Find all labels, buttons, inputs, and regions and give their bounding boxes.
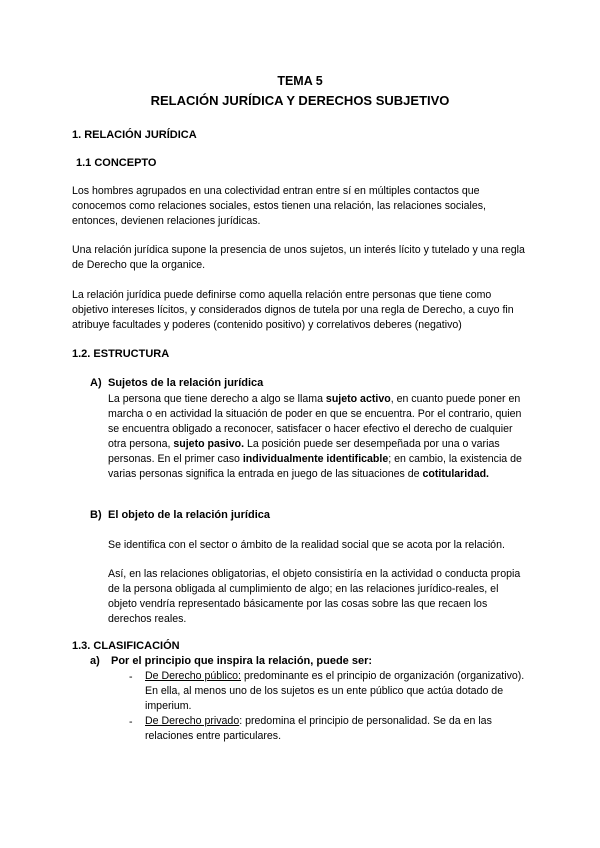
subjects-paragraph: La persona que tiene derecho a algo se llama sujeto activo, en cuanto puede poner en marcha o en actividad la situación de poder en que se encuentra. Por el contrario, quien se encuentra obligado a reconocer, satisfacer o hacer efectivo el derecho de cualquier otra persona, sujeto pasivo. La posición puede ser desempeñada por una o varias personas. En el primer caso individualmente identificable; en cambio, la existencia de varias personas significa la entrada en juego de las situaciones de cotitularidad. [108, 393, 522, 480]
list-label-b: B) [90, 509, 102, 521]
private-law-item: De Derecho privado: predomina el principio de personalidad. Se da en las relaciones entre particulares. [145, 715, 492, 742]
public-law-item: De Derecho público: predominante es el principio de organización (organizativo). En ella, al menos uno de los sujetos es un ente público que actúa dotado de imperium. [145, 670, 525, 712]
list-label-a-lower: a) [90, 655, 100, 667]
object-paragraph-2: Así, en las relaciones obligatorias, el objeto consistiría en la actividad o conducta propia de la persona obligada al cumplimiento de algo; en las relaciones jurídico-reales, el objeto vendría representado básicamente por las cosas sobre las que recaen los derechos reales. [108, 568, 521, 625]
list-label-a: A) [90, 377, 102, 389]
list-dash: - [129, 716, 133, 728]
concept-paragraph-3: La relación jurídica puede definirse como aquella relación entre personas que tiene como objetivo intereses lícitos, y considerados dignos de tutela por una regla de Derecho, a cuyo fin atribuye facultades y poderes (contenido positivo) y correlativos deberes (negativo) [72, 289, 514, 331]
section-1-heading: 1. RELACIÓN JURÍDICA [72, 129, 197, 141]
section-1-1-heading: 1.1 CONCEPTO [76, 157, 157, 169]
tema-number: TEMA 5 [277, 74, 323, 88]
classification-principle-heading: Por el principio que inspira la relación, puede ser: [111, 655, 373, 667]
section-1-2-heading: 1.2. ESTRUCTURA [72, 348, 170, 360]
list-dash: - [129, 671, 133, 683]
concept-paragraph-2: Una relación jurídica supone la presencia de unos sujetos, un interés lícito y tutelado y una regla de Derecho que la organice. [72, 244, 525, 271]
concept-paragraph-1: Los hombres agrupados en una colectividad entran entre sí en múltiples contactos que conocemos como relaciones sociales, estos tienen una relación, las relaciones sociales, entonces, devienen relaciones jurídicas. [72, 185, 486, 227]
object-paragraph-1: Se identifica con el sector o ámbito de la realidad social que se acota por la relación. [108, 539, 505, 551]
subjects-heading: Sujetos de la relación jurídica [108, 377, 264, 389]
document-title: RELACIÓN JURÍDICA Y DERECHOS SUBJETIVO [150, 93, 450, 108]
section-1-3-heading: 1.3. CLASIFICACIÓN [72, 640, 180, 652]
object-heading: El objeto de la relación jurídica [108, 509, 270, 521]
